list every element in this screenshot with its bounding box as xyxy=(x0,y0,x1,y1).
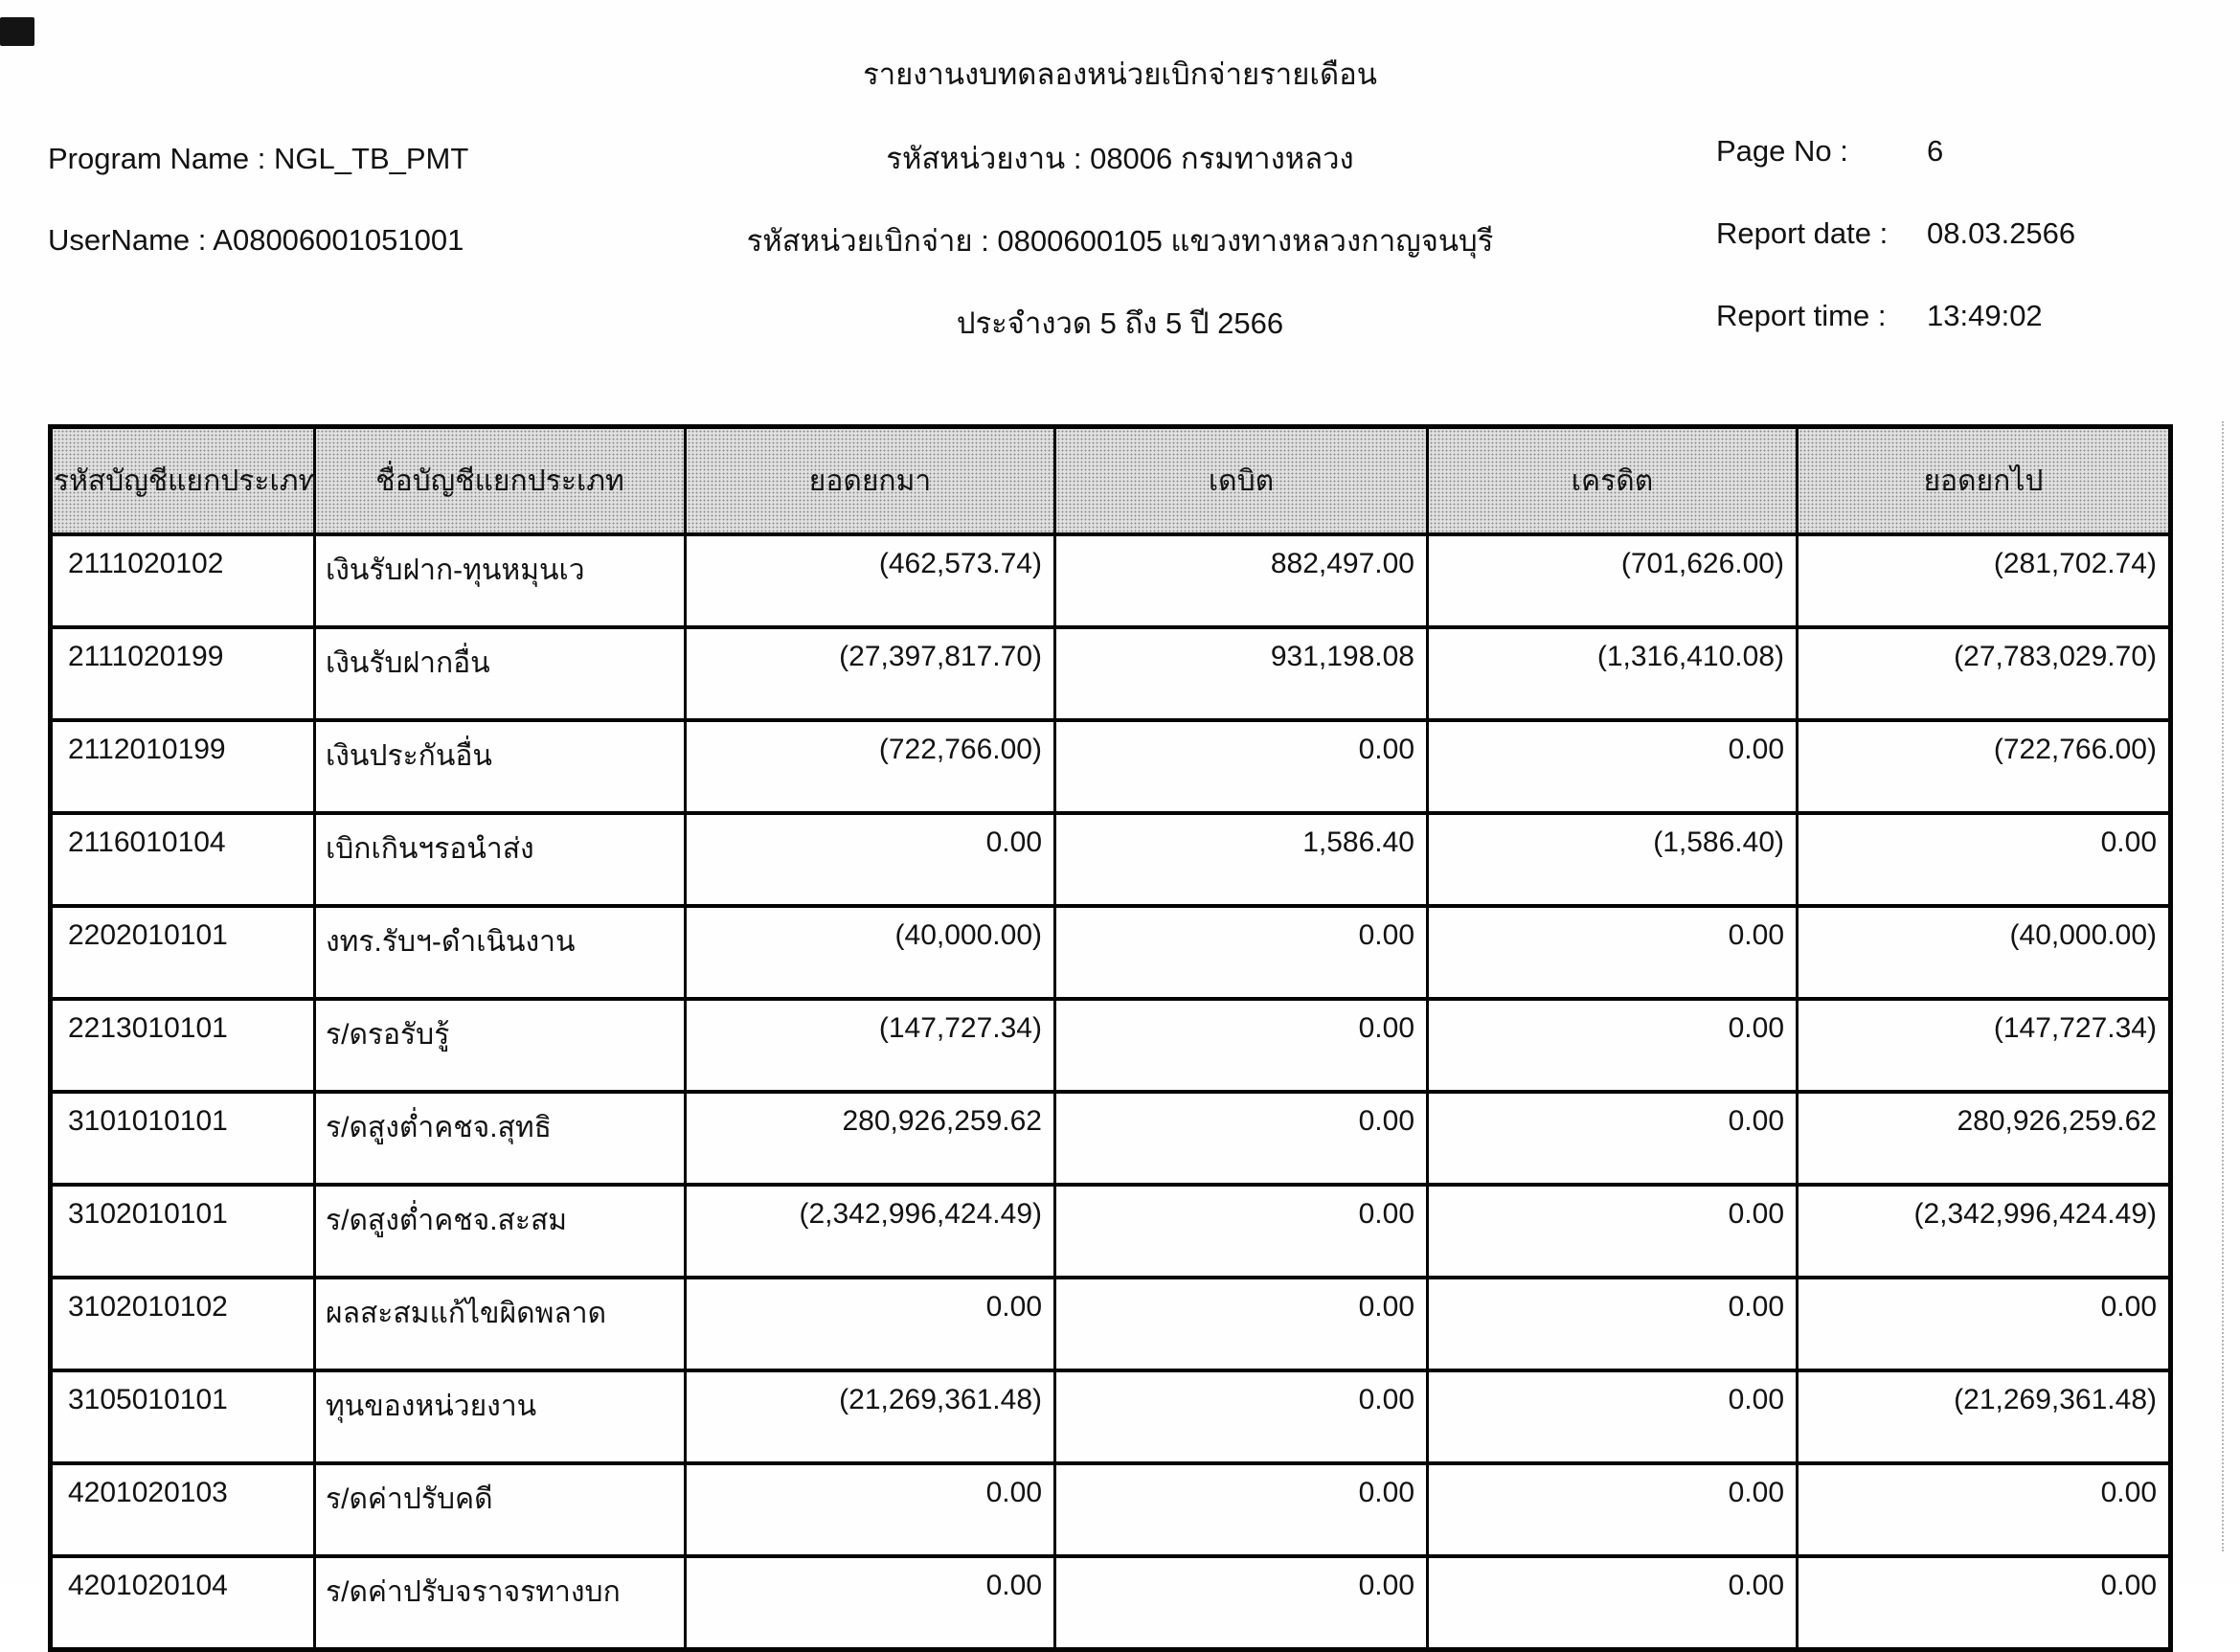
account-name-cell: ร/ดรอรับรู้ xyxy=(315,999,686,1092)
ending-balance-cell: (2,342,996,424.49) xyxy=(1798,1185,2171,1278)
ending-balance-cell: 0.00 xyxy=(1798,1556,2171,1650)
program-name-value: NGL_TB_PMT xyxy=(274,142,469,175)
account-code-cell: 2116010104 xyxy=(51,813,315,906)
account-name-cell: เงินรับฝากอื่น xyxy=(315,627,686,720)
page-no-value: 6 xyxy=(1927,134,1944,168)
table-row xyxy=(51,1185,2171,1278)
table-row xyxy=(51,999,2171,1092)
credit-cell: 0.00 xyxy=(1428,1463,1798,1556)
username-label: UserName : xyxy=(48,223,207,257)
trial-balance-table xyxy=(48,424,2173,1652)
table-row xyxy=(51,813,2171,906)
account-code-cell: 2202010101 xyxy=(51,906,315,999)
column-header-account-code: รหัสบัญชีแยกประเภท xyxy=(51,427,315,535)
credit-cell: 0.00 xyxy=(1428,1556,1798,1650)
debit-cell: 0.00 xyxy=(1055,720,1428,813)
report-time-value: 13:49:02 xyxy=(1927,299,2043,332)
ending-balance-cell: (281,702.74) xyxy=(1798,534,2171,627)
beginning-balance-cell: (722,766.00) xyxy=(686,720,1055,813)
credit-cell: (1,586.40) xyxy=(1428,813,1798,906)
debit-cell: 0.00 xyxy=(1055,906,1428,999)
period-line: ประจำงวด 5 ถึง 5 ปี 2566 xyxy=(956,306,1284,340)
beginning-balance-cell: (2,342,996,424.49) xyxy=(686,1185,1055,1278)
beginning-balance-cell: (40,000.00) xyxy=(686,906,1055,999)
beginning-balance-cell: 0.00 xyxy=(686,1556,1055,1650)
account-name-cell: เงินรับฝาก-ทุนหมุนเว xyxy=(315,534,686,627)
ending-balance-cell: (40,000.00) xyxy=(1798,906,2171,999)
beginning-balance-cell: (147,727.34) xyxy=(686,999,1055,1092)
account-name-cell: ทุนของหน่วยงาน xyxy=(315,1370,686,1463)
beginning-balance-cell: (21,269,361.48) xyxy=(686,1370,1055,1463)
credit-cell: 0.00 xyxy=(1428,720,1798,813)
account-code-cell: 3102010102 xyxy=(51,1278,315,1370)
ending-balance-cell: (27,783,029.70) xyxy=(1798,627,2171,720)
credit-cell: 0.00 xyxy=(1428,999,1798,1092)
column-header-credit: เครดิต xyxy=(1428,427,1798,535)
column-header-debit: เดบิต xyxy=(1055,427,1428,535)
debit-cell: 0.00 xyxy=(1055,1556,1428,1650)
debit-cell: 0.00 xyxy=(1055,1092,1428,1185)
beginning-balance-cell: 0.00 xyxy=(686,813,1055,906)
account-code-cell: 4201020103 xyxy=(51,1463,315,1556)
table-row xyxy=(51,1278,2171,1370)
ending-balance-cell: 0.00 xyxy=(1798,1278,2171,1370)
program-name-label: Program Name : xyxy=(48,142,266,175)
debit-cell: 0.00 xyxy=(1055,1370,1428,1463)
ending-balance-cell: 0.00 xyxy=(1798,1463,2171,1556)
report-date-value: 08.03.2566 xyxy=(1927,216,2076,250)
scan-edge-artifact xyxy=(2222,421,2224,1551)
debit-cell: 1,586.40 xyxy=(1055,813,1428,906)
debit-cell: 882,497.00 xyxy=(1055,534,1428,627)
disbursing-unit-line: รหัสหน่วยเบิกจ่าย : 0800600105 แขวงทางหลวงกาญจนบุรี xyxy=(746,224,1494,258)
table-row xyxy=(51,1370,2171,1463)
account-code-cell: 2112010199 xyxy=(51,720,315,813)
table-row xyxy=(51,534,2171,627)
table-row xyxy=(51,720,2171,813)
beginning-balance-cell: 0.00 xyxy=(686,1463,1055,1556)
account-code-cell: 4201020104 xyxy=(51,1556,315,1650)
credit-cell: 0.00 xyxy=(1428,1092,1798,1185)
debit-cell: 931,198.08 xyxy=(1055,627,1428,720)
debit-cell: 0.00 xyxy=(1055,1278,1428,1370)
credit-cell: 0.00 xyxy=(1428,906,1798,999)
account-name-cell: ร/ดค่าปรับจราจรทางบก xyxy=(315,1556,686,1650)
credit-cell: 0.00 xyxy=(1428,1370,1798,1463)
table-row xyxy=(51,1556,2171,1650)
account-name-cell: ร/ดค่าปรับคดี xyxy=(315,1463,686,1556)
account-name-cell: ผลสะสมแก้ไขผิดพลาด xyxy=(315,1278,686,1370)
account-code-cell: 3105010101 xyxy=(51,1370,315,1463)
account-name-cell: เงินประกันอื่น xyxy=(315,720,686,813)
account-code-cell: 2111020199 xyxy=(51,627,315,720)
account-code-cell: 3102010101 xyxy=(51,1185,315,1278)
account-code-cell: 2213010101 xyxy=(51,999,315,1092)
beginning-balance-cell: (462,573.74) xyxy=(686,534,1055,627)
credit-cell: (701,626.00) xyxy=(1428,534,1798,627)
ending-balance-cell: 0.00 xyxy=(1798,813,2171,906)
ending-balance-cell: (147,727.34) xyxy=(1798,999,2171,1092)
account-name-cell: เบิกเกินฯรอนำส่ง xyxy=(315,813,686,906)
table-row xyxy=(51,1463,2171,1556)
credit-cell: 0.00 xyxy=(1428,1185,1798,1278)
credit-cell: (1,316,410.08) xyxy=(1428,627,1798,720)
table-header-row xyxy=(51,427,2171,535)
scan-smudge-artifact xyxy=(0,17,34,46)
debit-cell: 0.00 xyxy=(1055,999,1428,1092)
report-date-label: Report date : xyxy=(1716,216,1889,250)
column-header-account-name: ชื่อบัญชีแยกประเภท xyxy=(315,427,686,535)
table-row xyxy=(51,627,2171,720)
account-name-cell: ร/ดสูงต่ำคชจ.สุทธิ xyxy=(315,1092,686,1185)
ending-balance-cell: 280,926,259.62 xyxy=(1798,1092,2171,1185)
report-time-label: Report time : xyxy=(1716,299,1887,332)
account-code-cell: 2111020102 xyxy=(51,534,315,627)
table-row xyxy=(51,906,2171,999)
column-header-ending-balance: ยอดยกไป xyxy=(1798,427,2171,535)
debit-cell: 0.00 xyxy=(1055,1185,1428,1278)
credit-cell: 0.00 xyxy=(1428,1278,1798,1370)
agency-code-line: รหัสหน่วยงาน : 08006 กรมทางหลวง xyxy=(886,142,1354,175)
beginning-balance-cell: 280,926,259.62 xyxy=(686,1092,1055,1185)
account-name-cell: ร/ดสูงต่ำคชจ.สะสม xyxy=(315,1185,686,1278)
account-name-cell: งทร.รับฯ-ดำเนินงาน xyxy=(315,906,686,999)
beginning-balance-cell: 0.00 xyxy=(686,1278,1055,1370)
column-header-beginning-balance: ยอดยกมา xyxy=(686,427,1055,535)
table-row xyxy=(51,1092,2171,1185)
page-no-label: Page No : xyxy=(1716,134,1848,168)
debit-cell: 0.00 xyxy=(1055,1463,1428,1556)
username-value: A08006001051001 xyxy=(213,223,464,257)
ending-balance-cell: (722,766.00) xyxy=(1798,720,2171,813)
page-title: รายงานงบทดลองหน่วยเบิกจ่ายรายเดือน xyxy=(863,57,1377,91)
beginning-balance-cell: (27,397,817.70) xyxy=(686,627,1055,720)
ending-balance-cell: (21,269,361.48) xyxy=(1798,1370,2171,1463)
account-code-cell: 3101010101 xyxy=(51,1092,315,1185)
